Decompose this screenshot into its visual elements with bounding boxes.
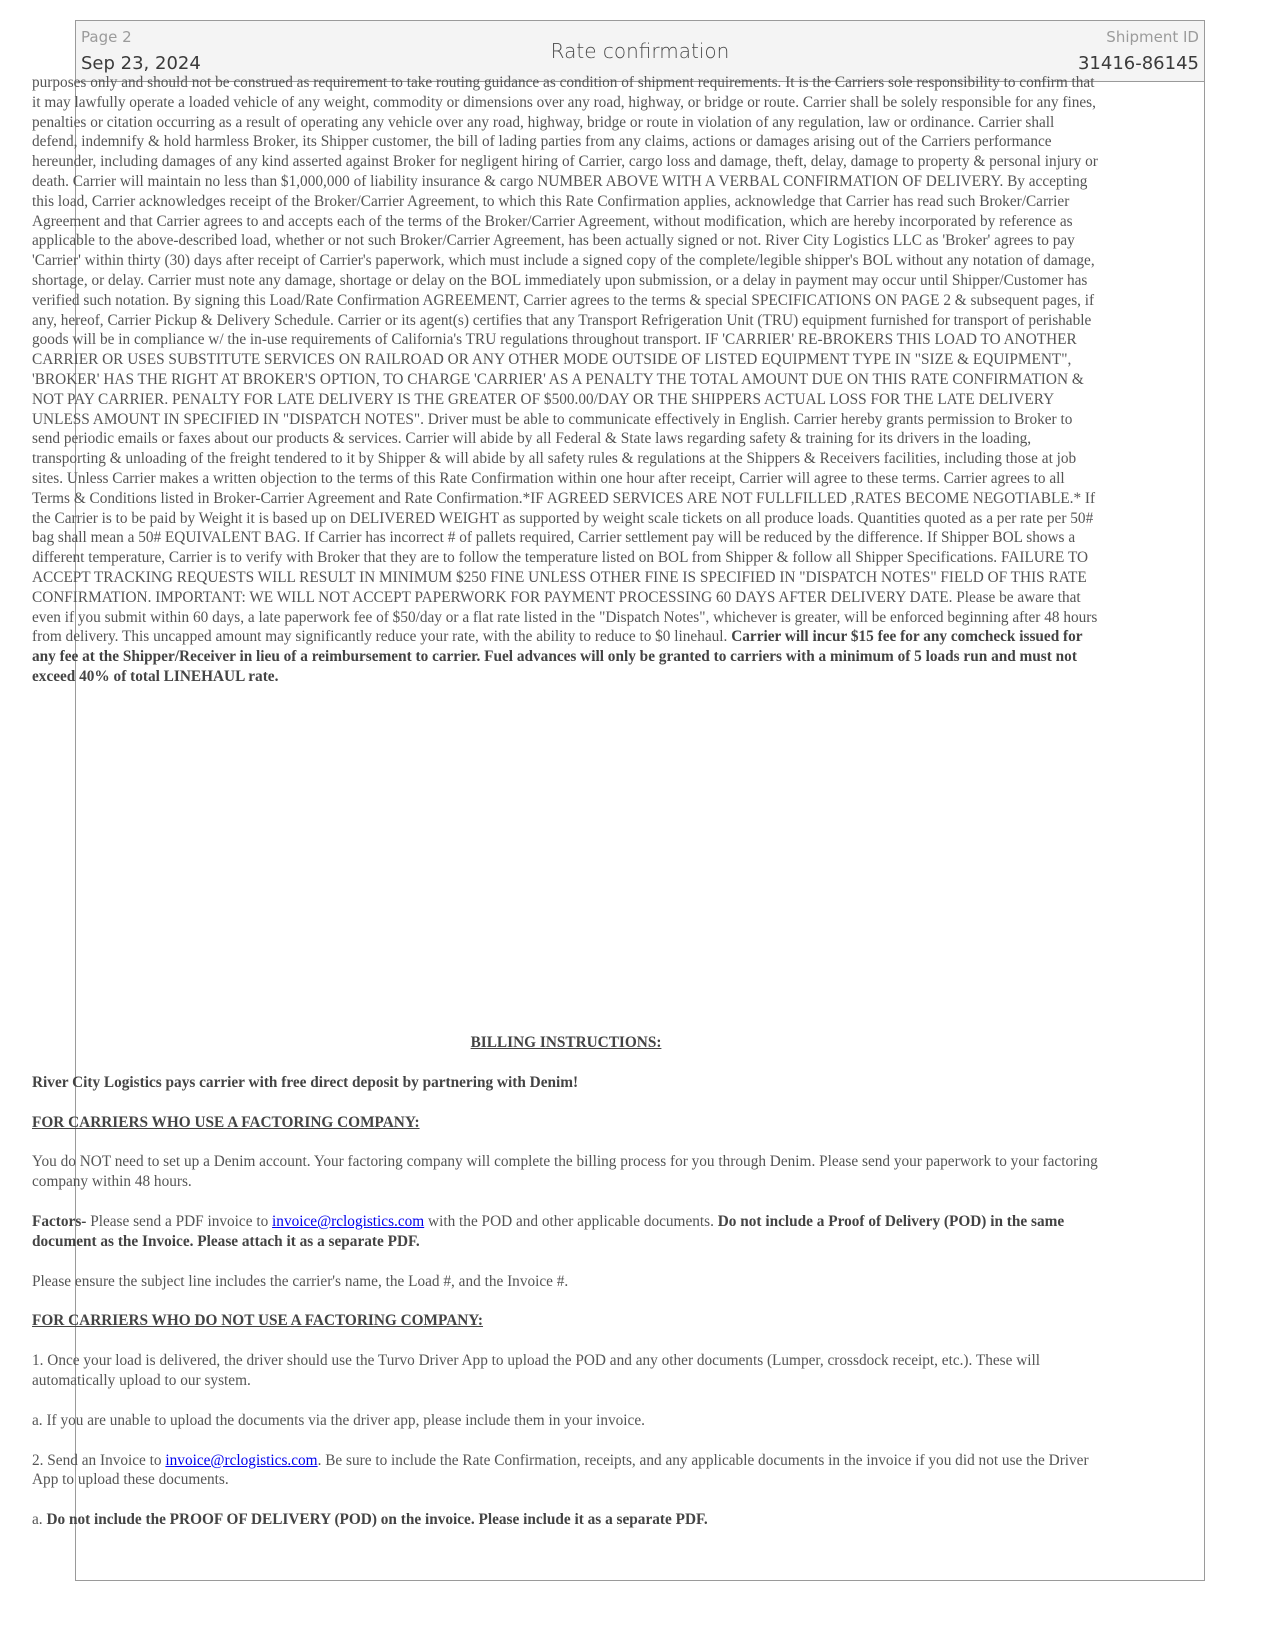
terms-body: purposes only and should not be construed as requirement to take routing guidance as condition of shipment requirements. It is the Carriers sole responsibility to confirm that it may lawfully operate a loaded vehicle of any weight, commodity or dimensions over any road, highway, or bridge or route. Carrier shall be solely responsible for any fines, penalties or citation occurring as a result of operating any vehicle over any road, highway, bridge or route in violation of any regulation, law or ordinance. Carrier shall defend, indemnify & hold harmless Broker, its Shipper customer, the bill of lading parties from any claims, actions or damages arising out of the Carriers performance hereunder, including damages of any kind asserted against Broker for negligent hiring of Carrier, cargo loss and damage, theft, delay, damage to property & personal injury or death. Carrier will maintain no less than $1,000,000 of liability insurance & cargo NUMBER ABOVE WITH A VERBAL CONFIRMATION OF DELIVERY. By accepting this load, Carrier acknowledges receipt of the Broker/Carrier Agreement, to which this Rate Confirmation applies, acknowledge that Carrier has read such Broker/Carrier Agreement and that Carrier agrees to and accepts each of the terms of the Broker/Carrier Agreement, without modification, which are hereby incorporated by reference as applicable to the above-described load, whether or not such Broker/Carrier Agreement, has been actually signed or not. River City Logistics LLC as 'Broker' agrees to pay 'Carrier' within thirty (30) days after receipt of Carrier's paperwork, which must include a signed copy of the complete/legible shipper's BOL without any notation of damage, shortage, or delay. Carrier must note any damage, shortage or delay on the BOL immediately upon submission, or a delay in payment may occur until Shipper/Customer has verified such notation. By signing this Load/Rate Confirmation AGREEMENT, Carrier agrees to the terms & special SPECIFICATIONS ON PAGE 2 & subsequent pages, if any, hereof, Carrier Pickup & Delivery Schedule. Carrier or its agent(s) certifies that any Transport Refrigeration Unit (TRU) equipment furnished for transport of perishable goods will be in compliance w/ the in-use requirements of California's TRU regulations throughout transport. IF 'CARRIER' RE-BROKERS THIS LOAD TO ANOTHER CARRIER OR USES SUBSTITUTE SERVICES ON RAILROAD OR ANY OTHER MODE OUTSIDE OF LISTED EQUIPMENT TYPE IN "SIZE & EQUIPMENT", 'BROKER' HAS THE RIGHT AT BROKER'S OPTION, TO CHARGE 'CARRIER' AS A PENALTY THE TOTAL AMOUNT DUE ON THIS RATE CONFIRMATION & NOT PAY CARRIER. PENALTY FOR LATE DELIVERY IS THE GREATER OF $500.00/DAY OR THE SHIPPERS ACTUAL LOSS FOR THE LATE DELIVERY UNLESS AMOUNT IN SPECIFIED IN "DISPATCH NOTES". Driver must be able to communicate effectively in English. Carrier hereby grants permission to Broker to send periodic emails or faxes about our products & services. Carrier will abide by all Federal & State laws regarding safety & training for its drivers in the loading, transporting & unloading of the freight tendered to it by Shipper & will abide by all safety rules & regulations at the Shippers & Receivers facilities, including those at job sites. Unless Carrier makes a written objection to the terms of this Rate Confirmation within one hour after receipt, Carrier will agree to these terms. Carrier agrees to all Terms & Conditions listed in Broker-Carrier Agreement and Rate Confirmation.*IF AGREED SERVICES ARE NOT FULLFILLED ,RATES BECOME NEGOTIABLE.* If the Carrier is to be paid by Weight it is based up on DELIVERED WEIGHT as supported by weight scale tickets on all produce loads. Quantities quoted as a per rate per 50# bag shall mean a 50# EQUIVALENT BAG. If Carrier has incorrect # of pallets required, Carrier settlement pay will be reduced by the difference. If Shipper BOL shows a different temperature, Carrier is to verify with Broker that they are to follow the temperature listed on BOL from Shipper & follow all Shipper Specifications. FAILURE TO ACCEPT TRACKING REQUESTS WILL RESULT IN MINIMUM $250 FINE UNLESS OTHER FINE IS SPECIFIED IN "DISPATCH NOTES" FIELD OF THIS RATE CONFIRMATION. IMPORTANT: WE WILL NOT ACCEPT PAPERWORK FOR PAYMENT PROCESSING 60 DAYS AFTER DELIVERY DATE. Please be aware that even if you submit within 60 days, a late paperwork fee of $50/day or a flat rate listed in the "Dispatch Notes", whichever is greater, will be enforced beginning after 48 hours from delivery. This uncapped amount may significantly reduce your rate, with the ability to reduce to $0 linehaul. xyxy=(32,74,1098,646)
billing-section xyxy=(32,1033,1100,1550)
no-factoring-heading: FOR CARRIERS WHO DO NOT USE A FACTORING COMPANY: xyxy=(32,1312,484,1330)
terms-bold-tail: Carrier will incur $15 fee for any comcheck issued for any fee at the Shipper/Receiver in lieu of a reimbursement to carrier. Fuel advances will only be granted to carriers with a minimum of 5 loads run and must not exceed 40% of total LINEHAUL rate. xyxy=(32,628,1083,685)
factors-text-2: with the POD and other applicable documents. xyxy=(424,1212,718,1230)
billing-intro: River City Logistics pays carrier with free direct deposit by partnering with Denim! xyxy=(32,1073,579,1091)
invoice-email-link-2[interactable]: invoice@rclogistics.com xyxy=(165,1451,318,1469)
page-number: Page 2 xyxy=(81,28,132,46)
step-2 xyxy=(32,1451,1100,1491)
step-1: 1. Once your load is delivered, the driver should use the Turvo Driver App to upload the POD and any other documents (Lumper, crossdock receipt, etc.). These will automatically upload to our system. xyxy=(32,1352,1041,1389)
terms-section xyxy=(32,73,1100,687)
shipment-id-label: Shipment ID xyxy=(1106,28,1199,46)
invoice-email-link[interactable]: invoice@rclogistics.com xyxy=(272,1212,425,1230)
step-2a xyxy=(32,1510,1100,1530)
terms-paragraph xyxy=(32,73,1100,687)
billing-heading: BILLING INSTRUCTIONS: xyxy=(470,1034,662,1051)
step-2-text-a: 2. Send an Invoice to xyxy=(32,1451,166,1469)
step-1a: a. If you are unable to upload the documents via the driver app, please include them in your invoice. xyxy=(32,1411,645,1429)
factors-paragraph xyxy=(32,1212,1100,1252)
factoring-heading: FOR CARRIERS WHO USE A FACTORING COMPANY: xyxy=(32,1113,420,1131)
shipment-id-value: 31416-86145 xyxy=(1077,53,1199,74)
document-title: Rate confirmation xyxy=(550,39,730,63)
step-2-text-b: . Be sure to include the Rate Confirmation, receipts, and any applicable documents in the invoice if you did not use the Driver App to upload these documents. xyxy=(32,1451,1089,1489)
document-date: Sep 23, 2024 xyxy=(81,53,201,74)
factors-label: Factors- xyxy=(32,1212,87,1230)
factors-bold-note: Do not include a Proof of Delivery (POD) in the same document as the Invoice. Please attach it as a separate PDF. xyxy=(32,1212,1065,1250)
subject-line-note: Please ensure the subject line includes the carrier's name, the Load #, and the Invoice #. xyxy=(32,1272,569,1290)
step-2a-prefix: a. xyxy=(32,1511,47,1529)
step-2a-bold: Do not include the PROOF OF DELIVERY (POD) on the invoice. Please include it as a separate PDF. xyxy=(46,1511,708,1529)
factors-text-1: Please send a PDF invoice to xyxy=(86,1212,273,1230)
factoring-text: You do NOT need to set up a Denim account. Your factoring company will complete the billing process for you through Denim. Please send your paperwork to your factoring company within 48 hours. xyxy=(32,1153,1098,1191)
